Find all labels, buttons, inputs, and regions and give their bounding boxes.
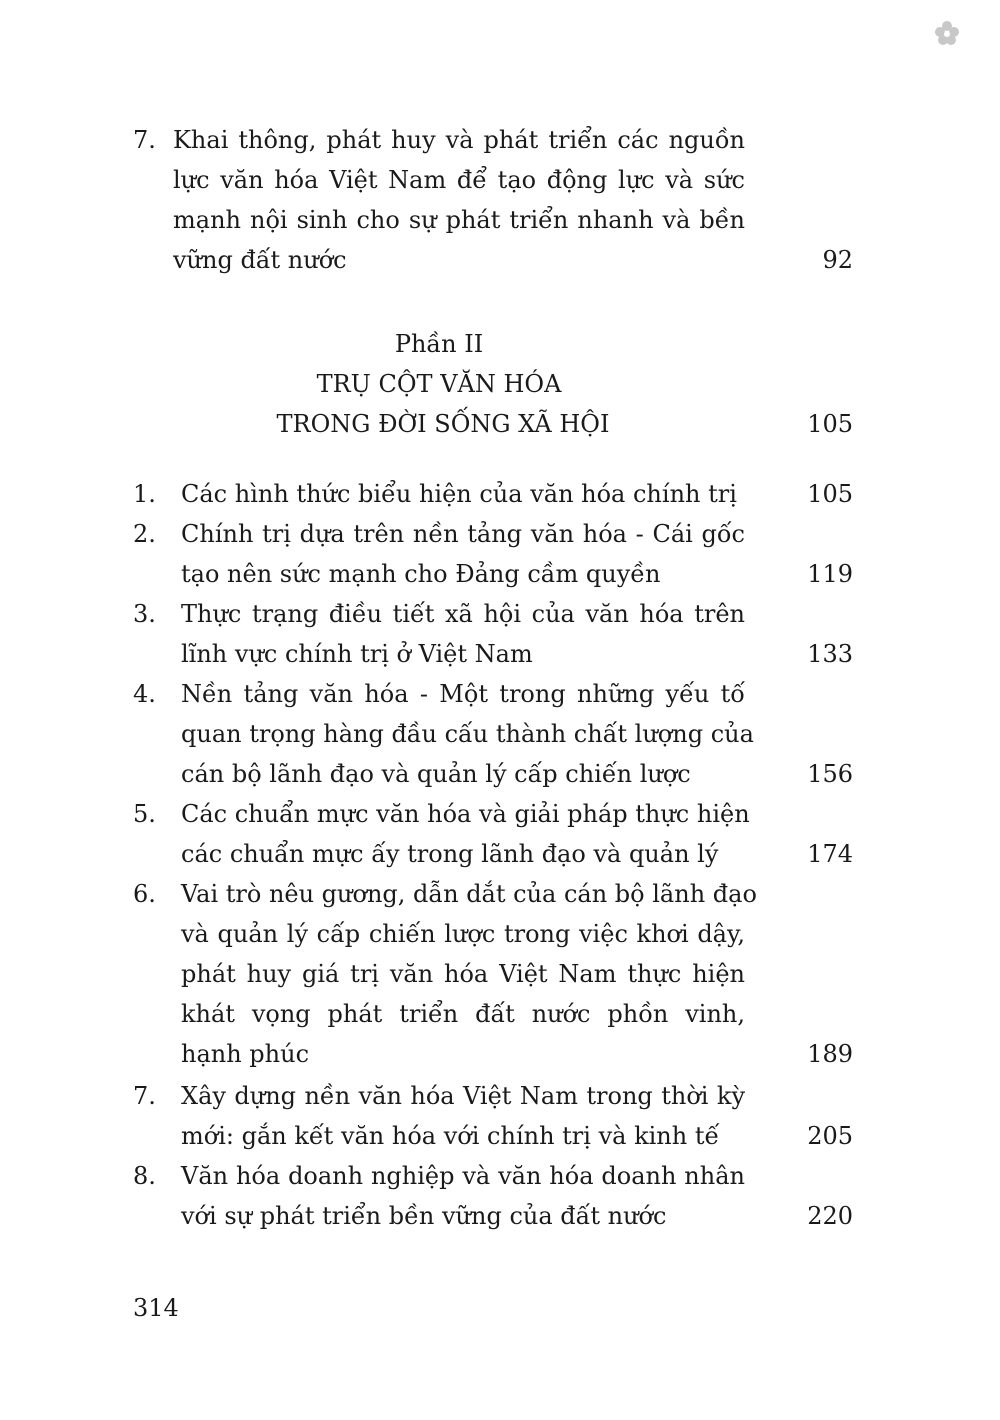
entry-text-line: Khai thông, phát huy và phát triển các nguồn <box>173 126 745 154</box>
entry-text-line: lực văn hóa Việt Nam để tạo động lực và sức <box>173 166 745 194</box>
entry-number: 8. <box>133 1162 156 1190</box>
entry-text-line: Các hình thức biểu hiện của văn hóa chính trị <box>181 480 737 508</box>
entry-text-line: mạnh nội sinh cho sự phát triển nhanh và bền <box>173 206 745 234</box>
entry-page-number: 205 <box>807 1122 853 1150</box>
part-title-line2: TRONG ĐỜI SỐNG XÃ HỘI <box>276 410 610 438</box>
entry-page-number: 133 <box>807 640 853 668</box>
entry-number: 7. <box>133 126 156 154</box>
entry-text-line: quan trọng hàng đầu cấu thành chất lượng của <box>181 720 754 748</box>
entry-text-line: các chuẩn mực ấy trong lãnh đạo và quản lý <box>181 840 719 868</box>
part-title-line1: TRỤ CỘT VĂN HÓA <box>316 370 562 398</box>
part-page-number: 105 <box>807 410 853 438</box>
entry-text-line: Văn hóa doanh nghiệp và văn hóa doanh nhân <box>181 1162 745 1190</box>
entry-text-line: lĩnh vực chính trị ở Việt Nam <box>181 640 533 668</box>
entry-text-line: cán bộ lãnh đạo và quản lý cấp chiến lược <box>181 760 691 788</box>
entry-page-number: 156 <box>807 760 853 788</box>
flower-ornament-icon <box>934 20 960 46</box>
entry-text-line: với sự phát triển bền vững của đất nước <box>181 1202 667 1230</box>
entry-text-line: mới: gắn kết văn hóa với chính trị và kinh tế <box>181 1122 720 1150</box>
entry-text-line: Thực trạng điều tiết xã hội của văn hóa trên <box>181 600 745 628</box>
entry-text-line: khát vọng phát triển đất nước phồn vinh, <box>181 1000 745 1028</box>
entry-text-line: Các chuẩn mực văn hóa và giải pháp thực hiện <box>181 800 750 828</box>
entry-page-number: 105 <box>807 480 853 508</box>
entry-text-line: phát huy giá trị văn hóa Việt Nam thực hiện <box>181 960 745 988</box>
footer-page-number: 314 <box>133 1294 179 1322</box>
entry-number: 3. <box>133 600 156 628</box>
entry-number: 4. <box>133 680 156 708</box>
entry-text-line: Chính trị dựa trên nền tảng văn hóa - Cái gốc <box>181 520 745 548</box>
entry-number: 1. <box>133 480 156 508</box>
entry-text-line: Xây dựng nền văn hóa Việt Nam trong thời kỳ <box>181 1082 745 1110</box>
entry-text-line: hạnh phúc <box>181 1040 310 1068</box>
entry-number: 7. <box>133 1082 156 1110</box>
entry-page-number: 220 <box>807 1202 853 1230</box>
entry-number: 5. <box>133 800 156 828</box>
entry-page-number: 92 <box>822 246 853 274</box>
entry-text-line: và quản lý cấp chiến lược trong việc khơi dậy, <box>181 920 745 948</box>
entry-text-line: Vai trò nêu gương, dẫn dắt của cán bộ lãnh đạo <box>181 880 757 908</box>
entry-text-line: tạo nên sức mạnh cho Đảng cầm quyền <box>181 560 661 588</box>
entry-number: 2. <box>133 520 156 548</box>
entry-text-line: Nền tảng văn hóa - Một trong những yếu tố <box>181 680 745 708</box>
entry-page-number: 189 <box>807 1040 853 1068</box>
entry-page-number: 119 <box>807 560 853 588</box>
entry-page-number: 174 <box>807 840 853 868</box>
entry-text-line: vững đất nước <box>173 246 347 274</box>
entry-number: 6. <box>133 880 156 908</box>
part-label: Phần II <box>394 330 484 358</box>
